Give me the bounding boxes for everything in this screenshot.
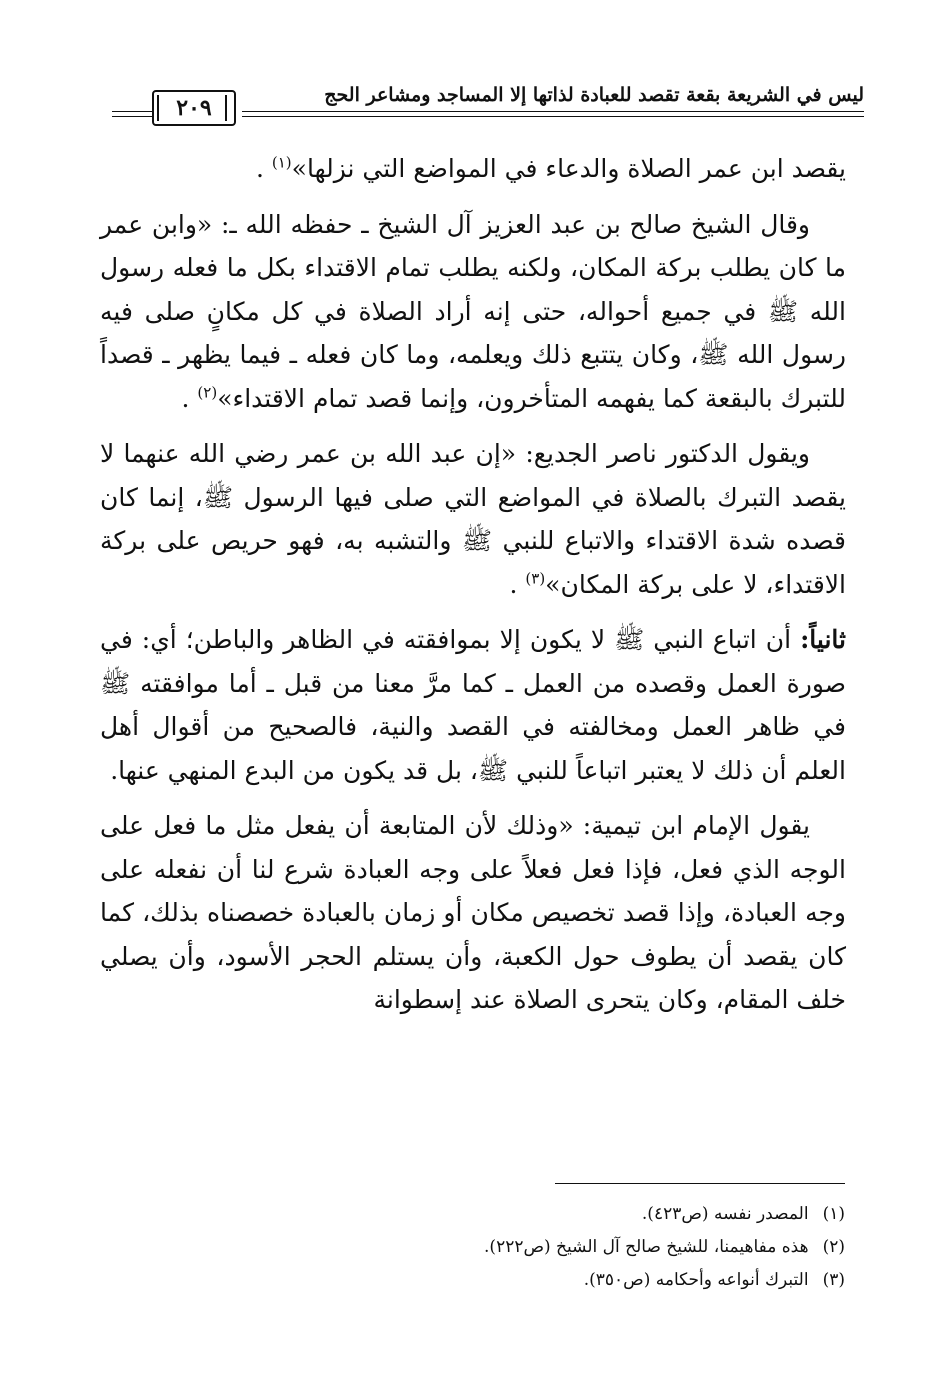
paragraph-2: وقال الشيخ صالح بن عبد العزيز آل الشيخ ـ حفظه الله ـ: «وابن عمر ما كان يطلب بركة المكان، ولكنه يطلب تمام الاقتداء بكل ما فعله رسول الله ﷺ في جميع أحواله، حتى إنه أراد الصلاة في كل مكانٍ صلى فيه رسول الله ﷺ، وكان يتتبع ذلك ويعلمه، وما كان فعله ـ فيما يظهر ـ قصداً للتبرك بالبقعة كما يفهمه المتأخرون، وإنما قصد تمام الاقتداء»$^{(٢)}$ . — [100, 209, 846, 413]
paragraph-4: ثانياً: أن اتباع النبي ﷺ لا يكون إلا بموافقته في الظاهر والباطن؛ أي: في صورة العمل وقصده من العمل ـ كما مرَّ معنا من قبل ـ أما موافقته ﷺ في ظاهر العمل ومخالفته في القصد والنية، فالصحيح من أقوال أهل العلم أن ذلك لا يعتبر اتباعاً للنبي ﷺ، بل قد يكون من البدع المنهي عنها. — [100, 625, 846, 785]
footnote-3: (٣) التبرك أنواعه وأحكامه (ص٣٥٠). — [583, 1270, 845, 1290]
second-point-label: ثانياً: — [800, 625, 846, 654]
main-text — [100, 147, 846, 1034]
paragraph-3: ويقول الدكتور ناصر الجديع: «إن عبد الله بن عمر رضي الله عنهما لا يقصد التبرك بالصلاة في المواضع التي صلى فيها الرسول ﷺ، إنما كان قصده شدة الاقتداء والاتباع للنبي ﷺ والتشبه به، فهو حريص على بركة الاقتداء، لا على بركة المكان»$^{(٣)}$ . — [100, 439, 846, 599]
page-number-text: ٢٠٩ — [176, 95, 212, 121]
running-title: ليس في الشريعة بقعة تقصد للعبادة لذاتها إلا المساجد ومشاعر الحج — [324, 84, 864, 106]
header-rule-bottom — [242, 116, 864, 117]
header-rule-left-top — [112, 111, 152, 112]
header-rule-left-bottom — [112, 116, 152, 117]
footnote-mark-2: (٢) — [197, 383, 218, 402]
footnote-mark-3: (٣) — [525, 569, 546, 588]
header-rule-top — [242, 111, 864, 112]
footnote-mark-1: (١) — [271, 153, 292, 172]
paragraph-5: يقول الإمام ابن تيمية: «وذلك لأن المتابعة أن يفعل مثل ما فعل على الوجه الذي فعل، فإذا فعل فعلاً على وجه العبادة شرع لنا أن نفعله على وجه العبادة، وإذا قصد تخصيص مكان أو زمان بالعبادة خصصناه بذلك، كما كان يقصد أن يطوف حول الكعبة، وأن يستلم الحجر الأسود، وأن يصلي خلف المقام، وكان يتحرى الصلاة عند إسطوانة — [100, 811, 846, 1014]
paragraph-1: يقصد ابن عمر الصلاة والدعاء في المواضع التي نزلها»$^{(١)}$ . — [255, 153, 846, 183]
page-header — [112, 84, 864, 134]
footnote-2: (٢) هذه مفاهيمنا، للشيخ صالح آل الشيخ (ص٢٢٢). — [484, 1237, 845, 1257]
footnotes — [245, 1198, 845, 1297]
footnote-separator — [555, 1183, 845, 1184]
page-number — [152, 90, 236, 126]
footnote-1: (١) المصدر نفسه (ص٤٢٣). — [641, 1204, 845, 1224]
